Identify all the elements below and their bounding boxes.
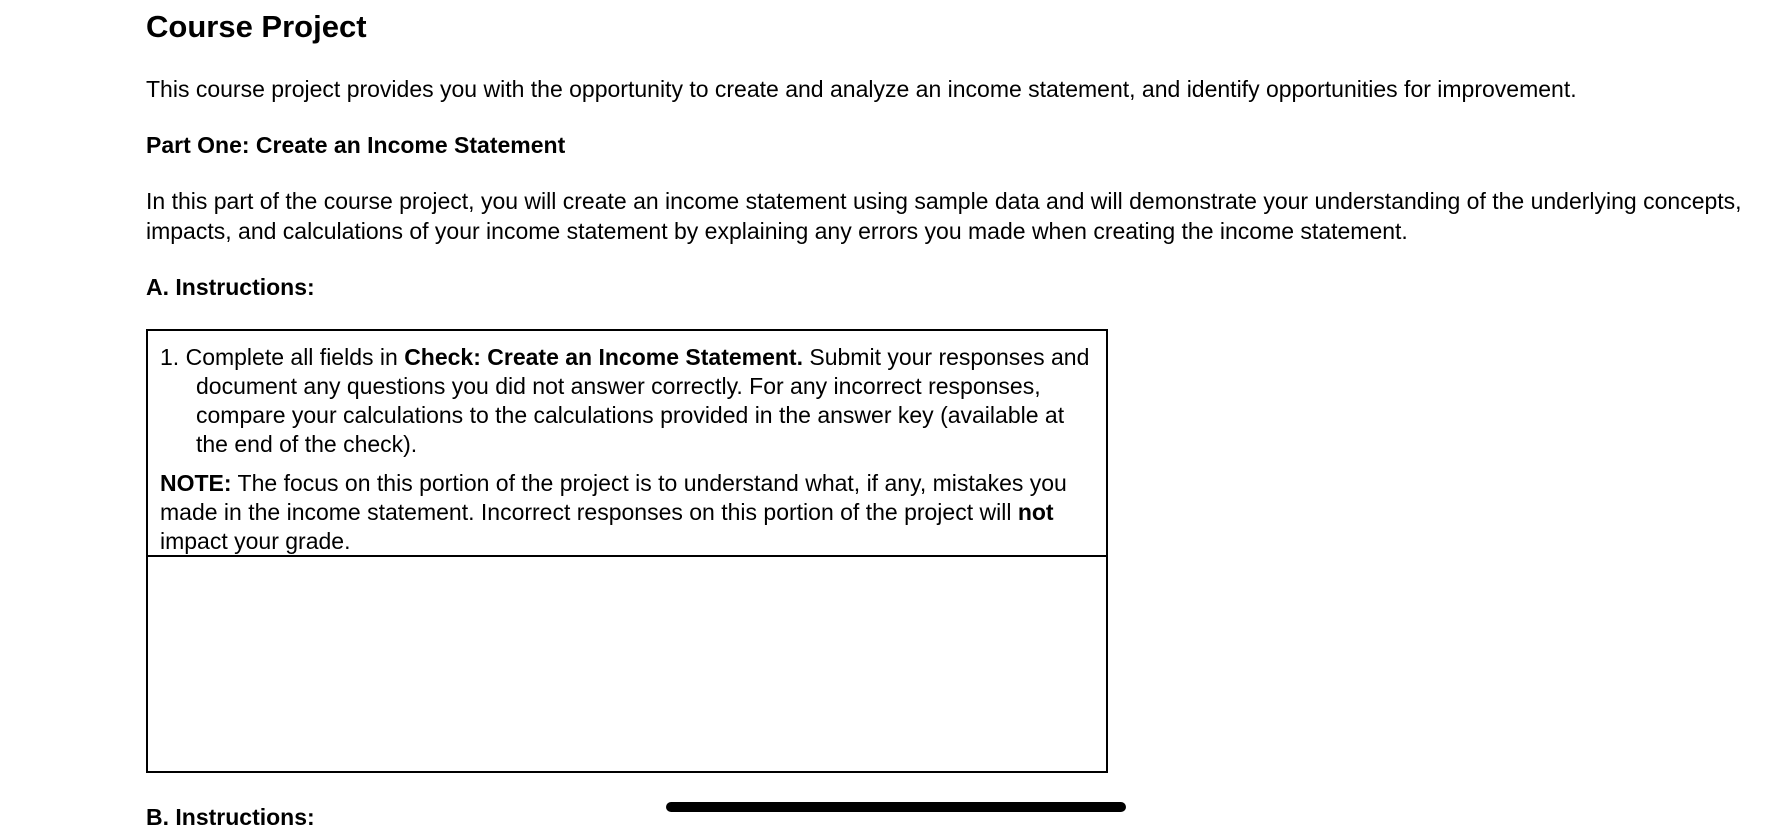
note-text-before: The focus on this portion of the project is to understand what, if any, mistakes you made in the income statement. Incorrect responses on this portion of the project will [160,470,1067,525]
intro-paragraph: This course project provides you with the opportunity to create and analyze an income statement, and identify opportunities for improvement. [146,76,1577,102]
instruction-table [146,329,1108,773]
item-check-title: Check: Create an Income Statement. [404,344,803,370]
instruction-cell [148,331,1106,557]
note-text-after: impact your grade. [160,528,351,554]
note-label: NOTE: [160,470,232,496]
note-emphasis: not [1017,499,1054,525]
item-text-after: Submit your responses and document any questions you did not answer correctly. For any incorrect responses, compare your calculations to the calculations provided in the answer key (available at the end of the check). [196,344,1090,457]
instruction-item [160,343,1094,459]
home-indicator[interactable] [666,802,1126,812]
item-number: 1. [160,344,180,370]
page-title: Course Project [146,9,367,44]
item-text-before: Complete all fields in [185,344,398,370]
part-one-heading: Part One: Create an Income Statement [146,132,566,158]
section-b-heading: B. Instructions: [146,804,315,830]
response-cell[interactable] [148,557,1106,771]
section-a-heading: A. Instructions: [146,274,315,300]
part-one-paragraph-line-1: In this part of the course project, you will create an income statement using sample data and will demonstrate your understanding of the underlying concepts, [146,188,1742,214]
note-paragraph [160,469,1094,556]
part-one-paragraph-line-2: impacts, and calculations of your income statement by explaining any errors you made when creating the income statement. [146,218,1408,244]
